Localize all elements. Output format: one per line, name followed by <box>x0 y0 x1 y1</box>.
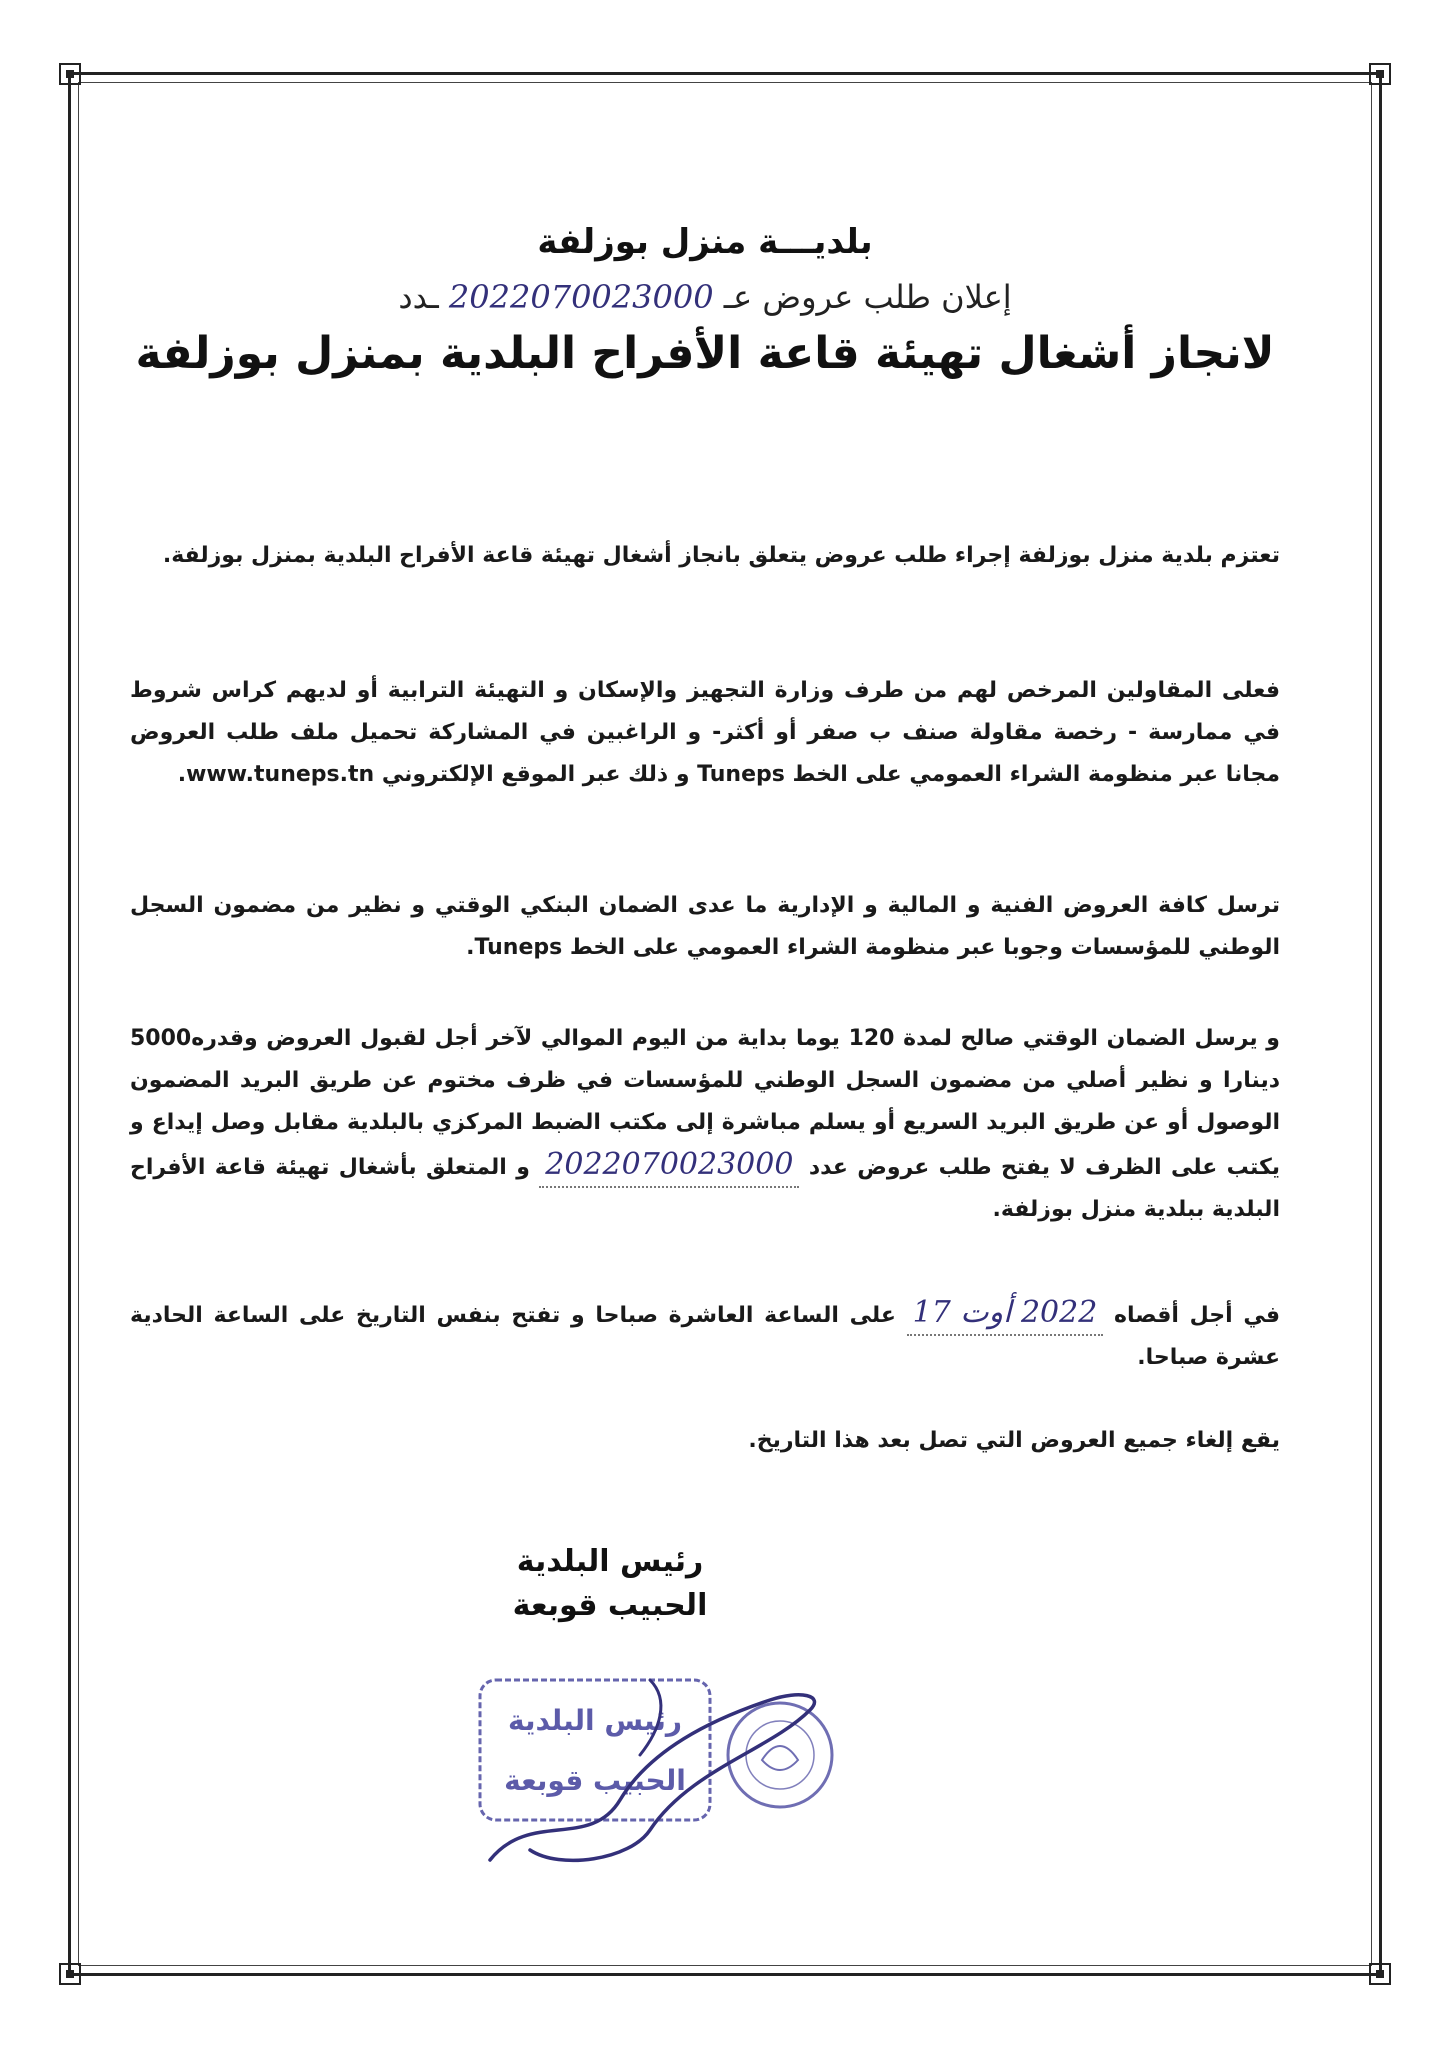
municipality-title: بلديـــة منزل بوزلفة <box>537 222 873 262</box>
stamp-title: رئيس البلدية <box>507 1704 683 1737</box>
corner-ornament-icon <box>58 62 82 86</box>
tender-headline: لانجاز أشغال تهيئة قاعة الأفراح البلدية بمنزل بوزلفة <box>135 328 1275 379</box>
guarantee-notice-number-handwritten: 2022070023000 <box>539 1144 799 1188</box>
paragraph-intro: تعتزم بلدية منزل بوزلفة إجراء طلب عروض يتعلق بانجاز أشغال تهيئة قاعة الأفراح البلدية بمنزل بوزلفة. <box>162 543 1280 568</box>
paragraph-deadline <box>130 1292 1280 1379</box>
notice-prefix: إعلان طلب عروض عـ <box>723 278 1012 316</box>
notice-suffix: ـدد <box>398 278 439 316</box>
corner-ornament-icon <box>1368 1962 1392 1986</box>
signature-block <box>460 1540 760 1628</box>
paragraph-eligibility: فعلى المقاولين المرخص لهم من طرف وزارة التجهيز والإسكان و التهيئة الترابية أو لديهم كراس شروط في ممارسة - رخصة مقاولة صنف ب صفر أو أكثر- و الراغبين في المشاركة تحميل ملف طلب العروض مجانا عبر منظومة الشراء العمومي على الخط Tuneps و ذلك عبر الموقع الإلكتروني www.tuneps.tn. <box>130 678 1280 787</box>
deadline-text: في أجل أقصاه <box>1114 1303 1280 1328</box>
corner-ornament-icon <box>1368 62 1392 86</box>
stamp-name: الحبيب قوبعة <box>504 1764 686 1797</box>
corner-ornament-icon <box>58 1962 82 1986</box>
deadline-text-end: على الساعة العاشرة صباحا و تفتح بنفس التاريخ على الساعة الحادية عشرة صباحا. <box>130 1303 1280 1370</box>
signatory-title: رئيس البلدية <box>516 1544 704 1579</box>
guarantee-text: و يرسل الضمان الوقتي صالح لمدة 120 يوما بداية من اليوم الموالي لآخر أجل لقبول العروض وقدره5000 دينارا و نظير أصلي من مضمون السجل الوطني للمؤسسات في ظرف مختوم عن طريق البريد المضمون الوصول أو عن طريق البريد السريع أو يسلم مباشرة إلى مكتب الضبط المركزي بالبلدية مقابل وصل إيداع و يكتب على الظرف لا يفتح طلب عروض عدد <box>130 1026 1280 1180</box>
paragraph-guarantee <box>130 1018 1280 1231</box>
tender-notice-line <box>130 278 1280 316</box>
deadline-date-handwritten: 2022 أوت 17 <box>907 1292 1104 1336</box>
official-stamp-and-signature <box>470 1660 840 1880</box>
paragraph-submission: ترسل كافة العروض الفنية و المالية و الإدارية ما عدى الضمان البنكي الوقتي و نظير من مضمون السجل الوطني للمؤسسات وجوبا عبر منظومة الشراء العمومي على الخط Tuneps. <box>130 893 1280 960</box>
guarantee-text-end: و المتعلق بأشغال تهيئة قاعة الأفراح البلدية ببلدية منزل بوزلفة. <box>130 1155 1280 1222</box>
signatory-name: الحبيب قوبعة <box>512 1588 708 1623</box>
paragraph-cancellation: يقع إلغاء جميع العروض التي تصل بعد هذا التاريخ. <box>748 1428 1280 1453</box>
notice-number-handwritten: 2022070023000 <box>448 278 714 316</box>
